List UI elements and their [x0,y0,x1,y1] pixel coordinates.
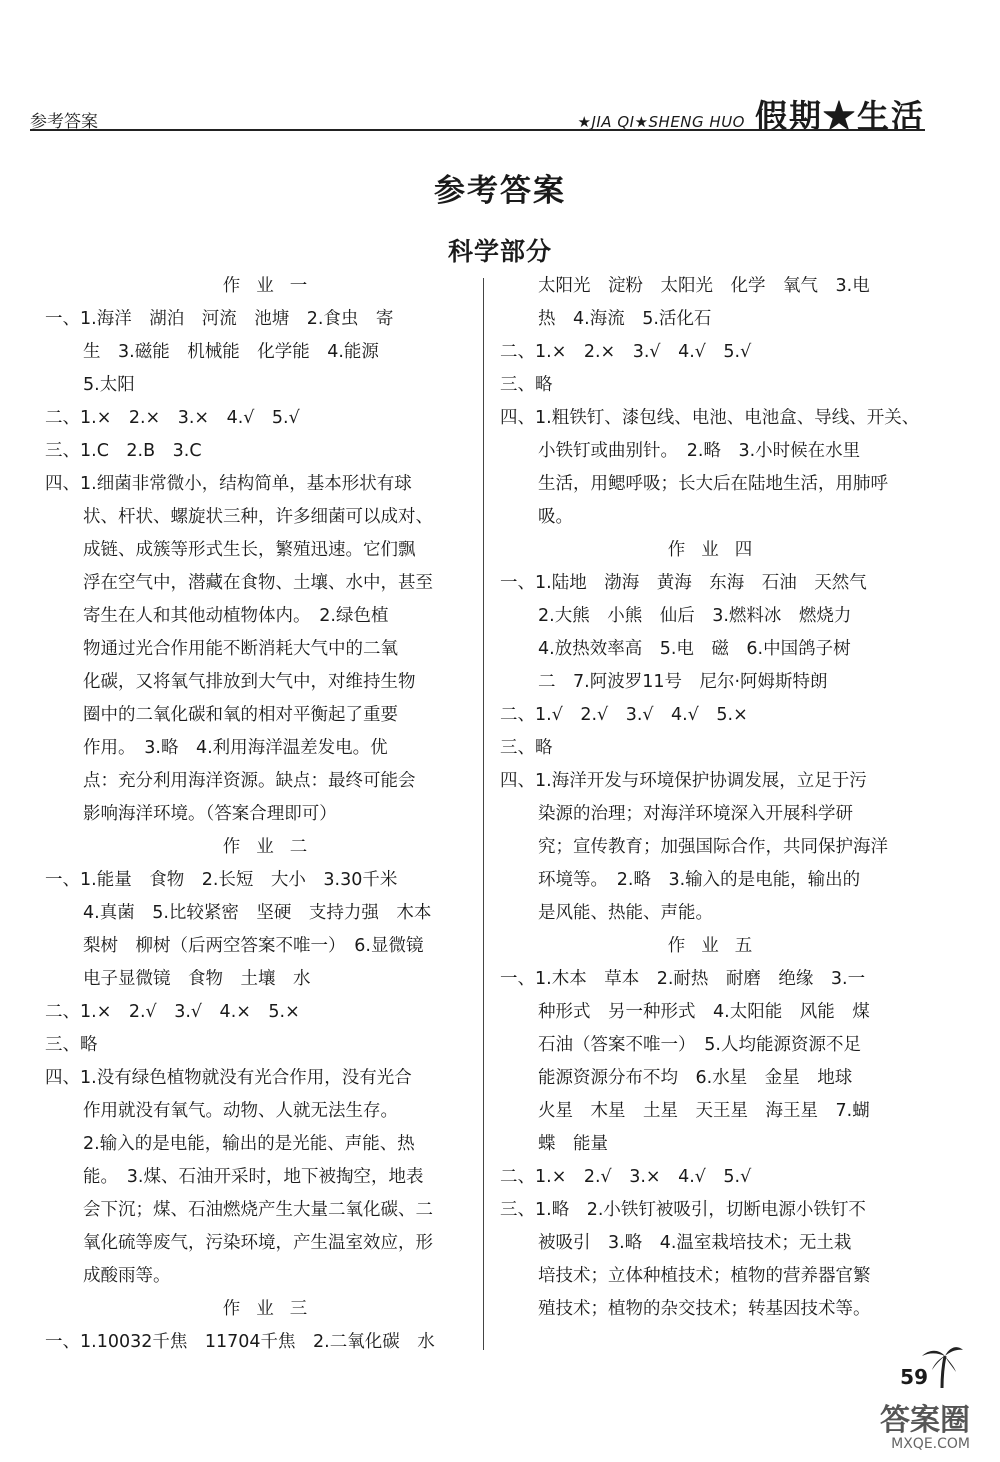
answer-line: 梨树 柳树（后两空答案不唯一） 6.显微镜 [83,936,424,956]
answer-line: 三、1.略 2.小铁钉被吸引，切断电源小铁钉不 [500,1200,866,1220]
answer-line: 二、1.× 2.× 3.× 4.√ 5.√ [45,408,300,428]
answer-line: 石油（答案不唯一） 5.人均能源资源不足 [538,1035,861,1055]
answer-line: 一、1.能量 食物 2.长短 大小 3.30千米 [45,870,398,890]
answer-line: 小铁钉或曲别针。 2.略 3.小时候在水里 [538,441,861,461]
answer-line: 二、1.× 2.× 3.√ 4.√ 5.√ [500,342,752,362]
answer-line: 火星 木星 土星 天王星 海王星 7.蝴 [538,1101,870,1121]
answer-line: 四、1.细菌非常微小，结构简单，基本形状有球 [45,474,412,494]
answer-line: 培技术；立体种植技术；植物的营养器官繁 [538,1266,871,1286]
answer-line: 成酸雨等。 [83,1266,171,1286]
answer-line: 电子显微镜 食物 土壤 水 [83,969,311,989]
assignment-heading: 作业四 [667,540,769,560]
brand-pinyin: ★JIA QI★SHENG HUO [577,113,745,131]
answer-line: 氧化硫等废气，污染环境，产生温室效应，形 [83,1233,433,1253]
answer-line: 作用就没有氧气。动物、人就无法生存。 [83,1101,398,1121]
answer-line: 点：充分利用海洋资源。缺点：最终可能会 [83,771,416,791]
answer-line: 成链、成簇等形式生长，繁殖迅速。它们飘 [83,540,416,560]
answer-line: 作用。 3.略 4.利用海洋温差发电。优 [83,738,388,758]
answer-line: 殖技术；植物的杂交技术；转基因技术等。 [538,1299,871,1319]
answer-line: 三、1.C 2.B 3.C [45,441,202,461]
answer-line: 生 3.磁能 机械能 化学能 4.能源 [83,342,379,362]
answer-line: 一、1.海洋 湖泊 河流 池塘 2.食虫 寄 [45,309,394,329]
answer-line: 四、1.海洋开发与环境保护协调发展，立足于污 [500,771,867,791]
answer-line: 生活，用鳃呼吸；长大后在陆地生活，用肺呼 [538,474,888,494]
answer-line: 一、1.陆地 渤海 黄海 东海 石油 天然气 [500,573,867,593]
answer-line: 一、1.10032千焦 11704千焦 2.二氧化碳 水 [45,1332,435,1352]
answer-line: 是风能、热能、声能。 [538,903,713,923]
answer-line: 二 7.阿波罗11号 尼尔·阿姆斯特朗 [538,672,828,692]
answer-line: 蝶 能量 [538,1134,608,1154]
answer-line: 三、略 [45,1035,98,1055]
assignment-heading: 作业一 [222,276,324,296]
answer-line: 二、1.√ 2.√ 3.√ 4.√ 5.× [500,705,748,725]
answer-line: 能源资源分布不均 6.水星 金星 地球 [538,1068,853,1088]
assignment-heading: 作业五 [667,936,769,956]
column-divider [483,278,484,1350]
answer-line: 三、略 [500,375,553,395]
assignment-heading: 作业三 [222,1299,324,1319]
answer-line: 2.输入的是电能，输出的是光能、声能、热 [83,1134,415,1154]
answer-line: 四、1.没有绿色植物就没有光合作用，没有光合 [45,1068,412,1088]
answer-line: 2.大熊 小熊 仙后 3.燃料冰 燃烧力 [538,606,852,626]
answer-line: 化碳，又将氧气排放到大气中，对维持生物 [83,672,416,692]
left-column [45,270,485,1359]
right-column [500,270,920,1326]
section-title: 科学部分 [447,237,552,266]
assignment-heading: 作业二 [222,837,324,857]
answer-line: 圈中的二氧化碳和氧的相对平衡起了重要 [83,705,398,725]
answer-line: 环境等。 2.略 3.输入的是电能，输出的 [538,870,861,890]
answer-line: 究；宣传教育；加强国际合作，共同保护海洋 [538,837,888,857]
page-number: 59 [900,1365,928,1389]
answer-line: 三、略 [500,738,553,758]
answer-line: 一、1.木本 草本 2.耐热 耐磨 绝缘 3.一 [500,969,866,989]
answer-line: 四、1.粗铁钉、漆包线、电池、电池盒、导线、开关、 [500,408,920,428]
header-rule [30,129,925,131]
answer-line: 浮在空气中，潜藏在食物、土壤、水中，甚至 [83,573,433,593]
page-title: 参考答案 [434,173,566,209]
answer-line: 被吸引 3.略 4.温室栽培技术；无土栽 [538,1233,852,1253]
answer-line: 4.放热效率高 5.电 磁 6.中国鸽子树 [538,639,851,659]
answer-line: 二、1.× 2.√ 3.× 4.√ 5.√ [500,1167,752,1187]
answer-line: 二、1.× 2.√ 3.√ 4.× 5.× [45,1002,300,1022]
answer-line: 种形式 另一种形式 4.太阳能 风能 煤 [538,1002,870,1022]
page-header [30,95,925,135]
answer-line: 太阳光 淀粉 太阳光 化学 氧气 3.电 [538,276,870,296]
header-section-label: 参考答案 [30,112,98,132]
answer-line: 会下沉；煤、石油燃烧产生大量二氧化碳、二 [83,1200,433,1220]
watermark-badge: 答案圈 [880,1403,970,1438]
answer-line: 5.太阳 [83,375,135,395]
answer-line: 影响海洋环境。（答案合理即可） [83,804,337,824]
answer-line: 寄生在人和其他动植物体内。 2.绿色植 [83,606,389,626]
answer-line: 吸。 [538,507,573,527]
answer-line: 状、杆状、螺旋状三种，许多细菌可以成对、 [83,507,433,527]
answer-line: 热 4.海流 5.活化石 [538,309,712,329]
answer-line: 4.真菌 5.比较紧密 坚硬 支持力强 木本 [83,903,432,923]
brand-logo: 假期★生活 [754,97,925,135]
answer-line: 染源的治理；对海洋环境深入开展科学研 [538,804,853,824]
watermark-url: MXQE.COM [891,1436,970,1452]
answer-line: 物通过光合作用能不断消耗大气中的二氧 [83,639,398,659]
answer-line: 能。 3.煤、石油开采时，地下被掏空，地表 [83,1167,424,1187]
